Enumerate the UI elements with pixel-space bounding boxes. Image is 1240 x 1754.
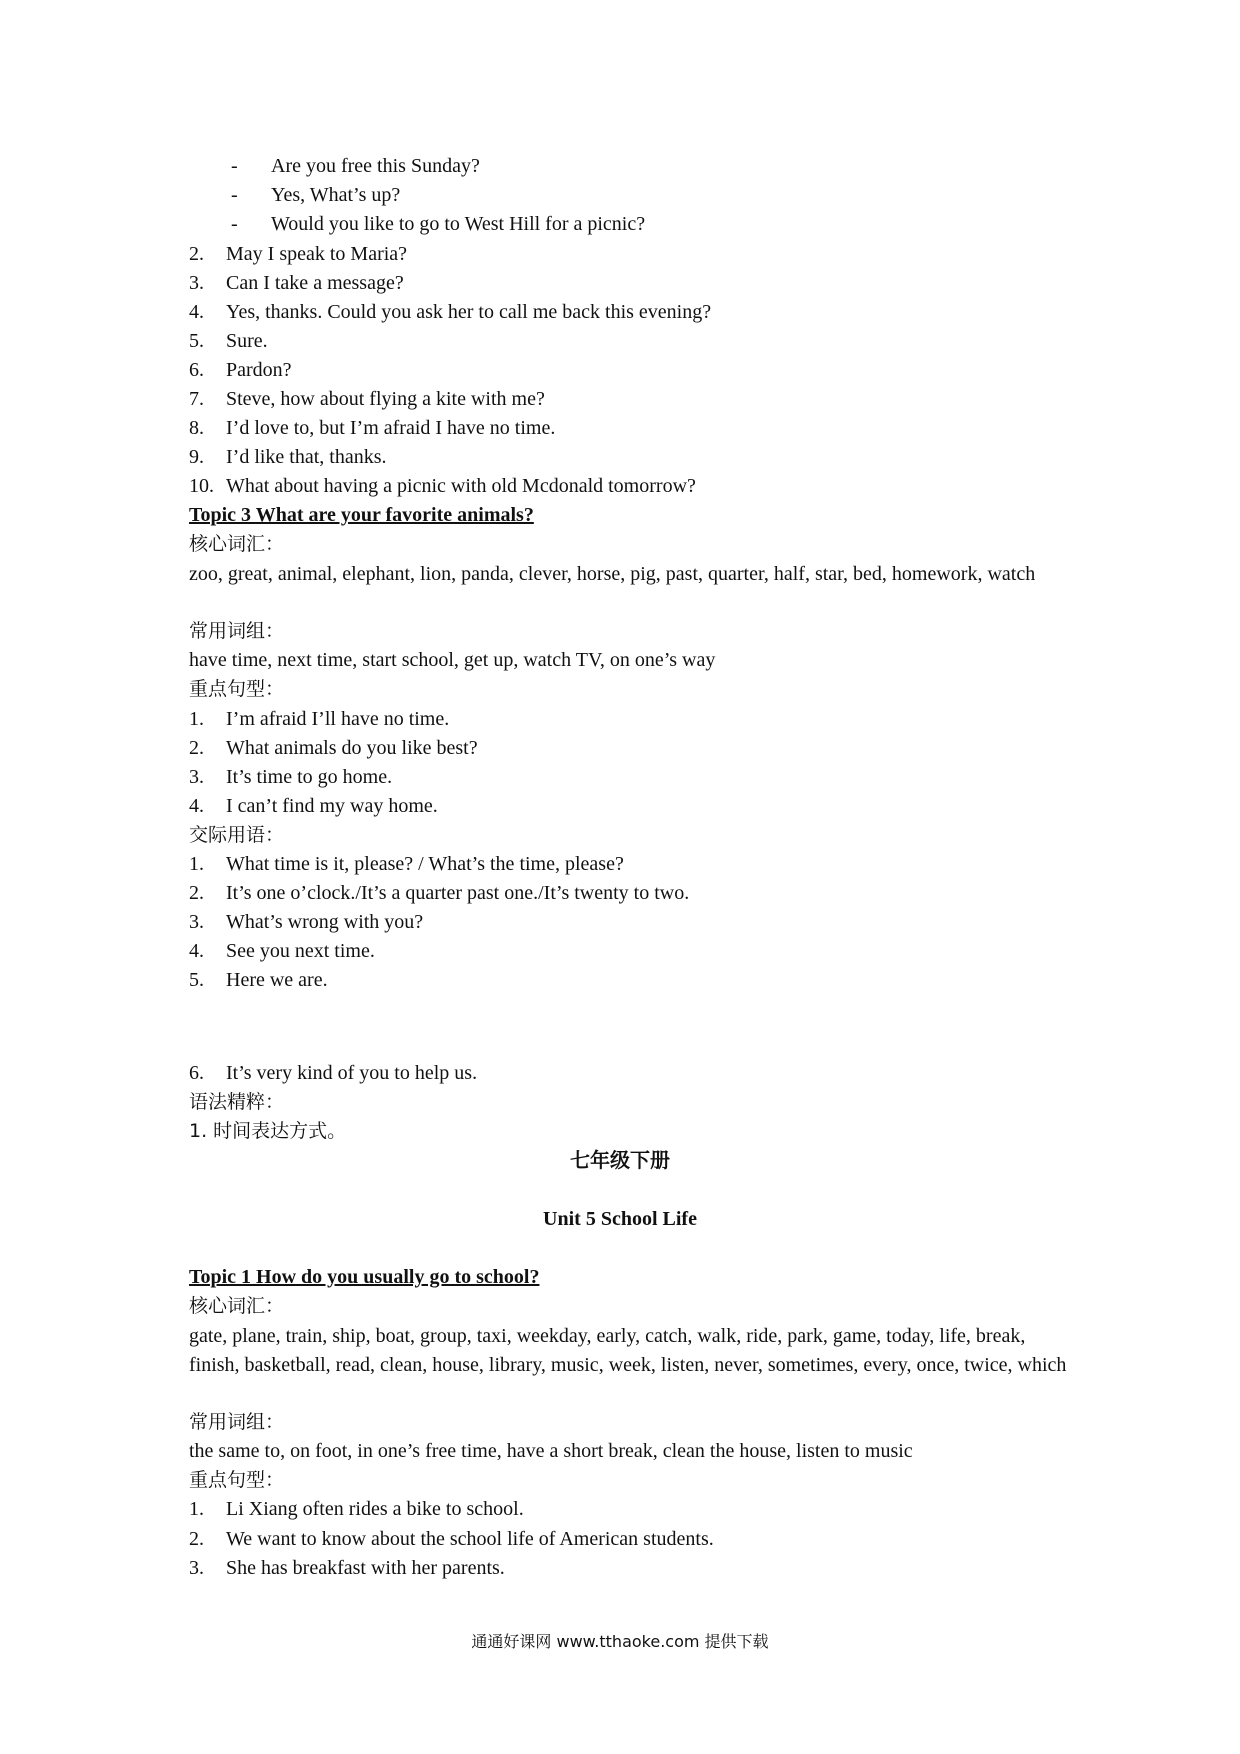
phrases-label: 常用词组： xyxy=(189,1411,285,1433)
phrases-label: 常用词组： xyxy=(189,620,285,642)
dialog-line: - Would you like to go to West Hill for a picnic? xyxy=(231,213,646,235)
topic3-heading: Topic 3 What are your favorite animals? xyxy=(189,504,534,526)
communication-label: 交际用语： xyxy=(189,824,285,846)
dialog-line: - Are you free this Sunday? xyxy=(231,155,480,177)
list-item: 9. I’d like that, thanks. xyxy=(189,446,387,468)
list-item: 8. I’d love to, but I’m afraid I have no time. xyxy=(189,417,556,439)
core-vocab-label: 核心词汇： xyxy=(189,533,285,555)
list-item: 4. Yes, thanks. Could you ask her to call me back this evening? xyxy=(189,301,712,323)
list-item: 2. We want to know about the school life of American students. xyxy=(189,1528,714,1550)
list-item: 4. See you next time. xyxy=(189,940,375,962)
list-item: 1. What time is it, please? / What’s the time, please? xyxy=(189,853,624,875)
list-item: 3. What’s wrong with you? xyxy=(189,911,424,933)
list-item: 2. What animals do you like best? xyxy=(189,737,478,759)
key-sentences-label: 重点句型： xyxy=(189,1469,285,1491)
list-item: 3. She has breakfast with her parents. xyxy=(189,1557,505,1579)
core-vocab-label: 核心词汇： xyxy=(189,1295,285,1317)
list-item: 10. What about having a picnic with old Mcdonald tomorrow? xyxy=(189,475,696,497)
list-item: 6. It’s very kind of you to help us. xyxy=(189,1062,478,1084)
list-item: 4. I can’t find my way home. xyxy=(189,795,438,817)
list-item: 2. May I speak to Maria? xyxy=(189,243,408,265)
unit-title: Unit 5 School Life xyxy=(543,1208,697,1230)
list-item: 1. I’m afraid I’ll have no time. xyxy=(189,708,450,730)
core-vocab-words: gate, plane, train, ship, boat, group, taxi, weekday, early, catch, walk, ride, park, game, today, life, break, finish, basketball, read, clean, house, library, music, week, listen, never, sometimes, every, once, twice, which xyxy=(189,1325,1067,1376)
grammar-label: 语法精粹： xyxy=(189,1091,285,1113)
list-item: 3. It’s time to go home. xyxy=(189,766,393,788)
key-sentences-label: 重点句型： xyxy=(189,678,285,700)
footer-text: 通通好课网 www.tthaoke.com 提供下载 xyxy=(471,1632,769,1651)
list-item: 5. Sure. xyxy=(189,330,268,352)
list-item: 3. Can I take a message? xyxy=(189,272,404,294)
phrases-text: the same to, on foot, in one’s free time, have a short break, clean the house, listen to music xyxy=(189,1440,913,1462)
grammar-item: 1. 时间表达方式。 xyxy=(189,1120,347,1142)
phrases-text: have time, next time, start school, get up, watch TV, on one’s way xyxy=(189,649,716,671)
list-item: 1. Li Xiang often rides a bike to school. xyxy=(189,1498,524,1520)
list-item: 6. Pardon? xyxy=(189,359,292,381)
list-item: 5. Here we are. xyxy=(189,969,328,991)
book-title: 七年级下册 xyxy=(570,1148,670,1172)
list-item: 2. It’s one o’clock./It’s a quarter past one./It’s twenty to two. xyxy=(189,882,690,904)
dialog-line: - Yes, What’s up? xyxy=(231,184,401,206)
topic1-heading: Topic 1 How do you usually go to school? xyxy=(189,1266,540,1288)
core-vocab-words: zoo, great, animal, elephant, lion, panda, clever, horse, pig, past, quarter, half, star, bed, homework, watch xyxy=(189,563,1036,585)
list-item: 7. Steve, how about flying a kite with me? xyxy=(189,388,545,410)
